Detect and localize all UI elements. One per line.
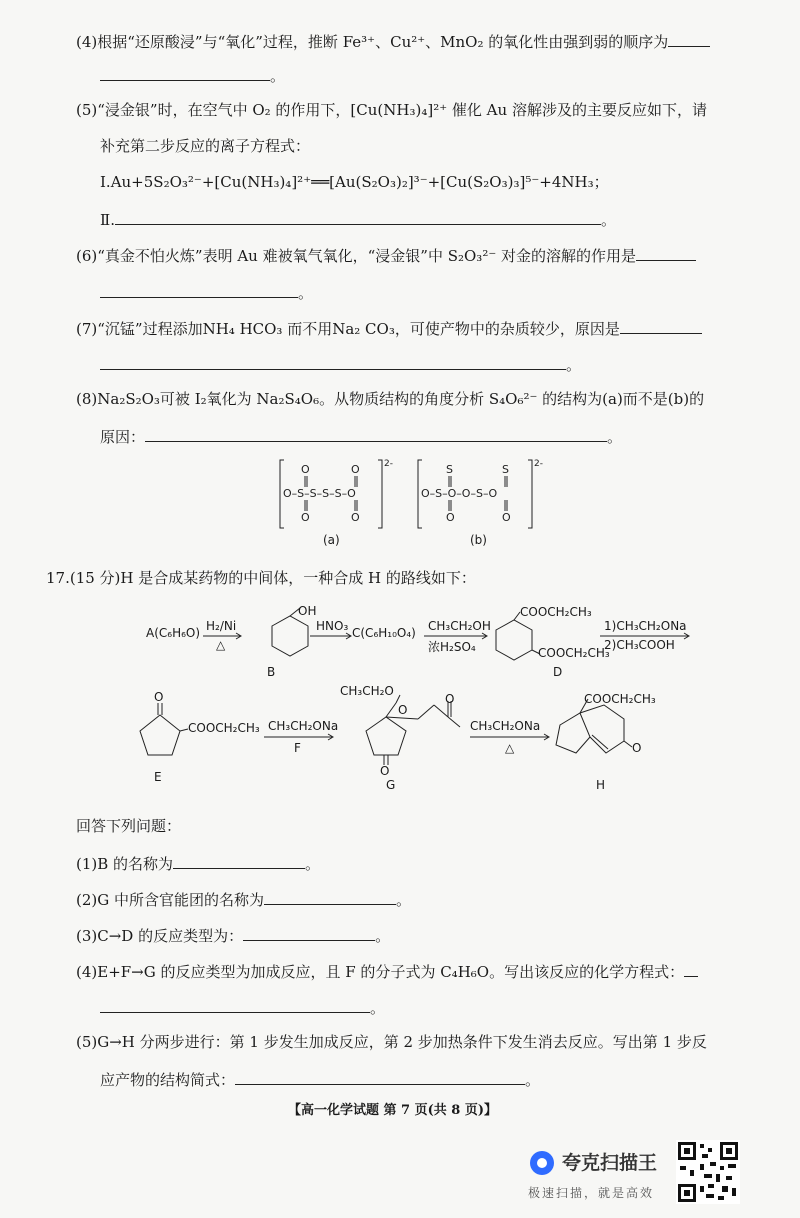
compound-g-oxo2: O <box>445 692 455 706</box>
q16-part4-line1 <box>76 30 710 52</box>
q16-part5-line1: (5)“浸金银”时，在空气中 O₂ 的作用下，[Cu(NH₃)₄]²⁺ 催化 Au 溶解涉及的主要反应如下，请 <box>76 101 707 119</box>
figure-label-b: (b) <box>470 533 487 547</box>
q16-part6-line1: (6)“真金不怕火炼”表明 Au 难被氧气氧化，“浸金银”中 S₂O₃²⁻ 对金的溶解的作用是 <box>76 244 696 266</box>
step1-condition: △ <box>216 638 226 652</box>
q17-part5-line1: (5)G→H 分两步进行：第 1 步发生加成反应，第 2 步加热条件下发生消去反应。写出第 1 步反 <box>76 1033 707 1051</box>
scheme-row1-drawings <box>0 600 800 690</box>
q17-intro: 回答下列问题： <box>76 817 182 835</box>
step4-reagent: 1)CH₃CH₂ONa <box>604 619 687 633</box>
answer-blank[interactable] <box>100 64 270 81</box>
scanner-logo-icon <box>528 1149 556 1177</box>
q17-part5-line2: 应产物的结构简式： 。 <box>100 1068 540 1090</box>
compound-d-label: D <box>553 665 563 679</box>
q16-part8-line1: (8)Na₂S₂O₃可被 I₂氧化为 Na₂S₄O₆。从物质结构的角度分析 S₄O₆²⁻ 的结构为(a)而不是(b)的 <box>76 390 705 408</box>
compound-b-label: B <box>267 665 276 679</box>
answer-blank[interactable] <box>620 317 702 334</box>
step6-condition: △ <box>505 741 515 755</box>
answer-blank[interactable] <box>684 960 698 977</box>
svg-text:2-: 2- <box>384 459 393 469</box>
step1-reagent: H₂/Ni <box>206 619 237 633</box>
scanner-brand-name: 夸克扫描王 <box>562 1152 658 1174</box>
step3-condition: 浓H₂SO₄ <box>428 640 476 654</box>
qr-code-icon <box>676 1140 740 1204</box>
answer-blank[interactable] <box>243 924 375 941</box>
q16-part5-eq1: Ⅰ.Au+5S₂O₃²⁻+[Cu(NH₃)₄]²⁺══[Au(S₂O₃)₂]³⁻+[Cu(S₂O₃)₃]⁵⁻+4NH₃； <box>100 173 609 191</box>
compound-d-sub2: COOCH₂CH₃ <box>538 646 610 660</box>
svg-text:O–S–O–O–S–O: O–S–O–O–S–O <box>421 487 498 500</box>
svg-text:O: O <box>351 463 360 476</box>
step2-reagent: HNO₃ <box>316 619 349 633</box>
compound-e-sub: COOCH₂CH₃ <box>188 721 260 735</box>
q16-part7-line1: (7)“沉锰”过程添加NH₄ HCO₃ 而不用Na₂ CO₃，可使产物中的杂质较少，原因是 <box>76 317 702 339</box>
svg-text:O–S–S–S–S–O: O–S–S–S–S–O <box>283 487 356 500</box>
figure-label-a: (a) <box>323 533 340 547</box>
svg-text:O: O <box>301 511 310 524</box>
answer-blank[interactable] <box>264 888 396 905</box>
svg-text:S: S <box>446 463 453 476</box>
q17-part2: (2)G 中所含官能团的名称为 。 <box>76 888 411 910</box>
scanner-slogan: 极速扫描，就是高效 <box>528 1186 655 1200</box>
q17-part3: (3)C→D 的反应类型为： 。 <box>76 924 390 946</box>
compound-g-ester: CH₃CH₂O <box>340 684 394 698</box>
svg-text:O: O <box>351 511 360 524</box>
step4-condition: 2)CH₃COOH <box>604 638 675 652</box>
answer-blank[interactable] <box>235 1068 525 1085</box>
compound-h-sub: COOCH₂CH₃ <box>584 692 656 706</box>
svg-text:O: O <box>446 511 455 524</box>
svg-text:S: S <box>502 463 509 476</box>
q17-part4-line2: 。 <box>100 996 385 1018</box>
compound-d-sub1: COOCH₂CH₃ <box>520 605 592 619</box>
q17-title: 17.(15 分)H 是合成某药物的中间体，一种合成 H 的路线如下： <box>46 569 476 587</box>
answer-blank[interactable] <box>636 244 696 261</box>
step6-reagent: CH₃CH₂ONa <box>470 719 541 733</box>
q16-part4-line2: 。 <box>100 64 285 86</box>
scheme-row2-drawings <box>0 685 800 795</box>
compound-g-oxo3: O <box>380 764 390 778</box>
compound-c: C(C₆H₁₀O₄) <box>352 626 416 640</box>
answer-blank[interactable] <box>100 281 298 298</box>
compound-g-oxo1: O <box>398 703 408 717</box>
page-footer: 【高一化学试题 第 7 页(共 8 页)】 <box>288 1103 498 1118</box>
svg-text:2-: 2- <box>534 459 543 469</box>
answer-blank[interactable] <box>115 208 601 225</box>
compound-b-oh: OH <box>298 604 317 618</box>
q17-part1: (1)B 的名称为 。 <box>76 852 320 874</box>
s4o6-structures-figure <box>270 452 560 552</box>
svg-text:O: O <box>502 511 511 524</box>
step5-reactant: F <box>294 741 301 755</box>
q16-part8-line2: 原因： 。 <box>100 425 622 447</box>
compound-h-oxo: O <box>632 741 642 755</box>
answer-blank[interactable] <box>145 425 607 442</box>
answer-blank[interactable] <box>100 996 370 1013</box>
compound-a: A(C₆H₆O) <box>146 626 201 640</box>
q16-part4-text: (4)根据“还原酸浸”与“氧化”过程，推断 Fe³⁺、Cu²⁺、MnO₂ 的氧化性由强到弱的顺序为 <box>76 33 669 51</box>
q16-part6-line2: 。 <box>100 281 313 303</box>
compound-e-oxo: O <box>154 690 164 704</box>
q16-part5-line2: 补充第二步反应的离子方程式： <box>100 137 311 155</box>
q16-part5-eq2: Ⅱ. 。 <box>100 208 616 230</box>
q16-part7-line2: 。 <box>100 353 581 375</box>
answer-blank[interactable] <box>100 353 566 370</box>
q17-part4-line1: (4)E+F→G 的反应类型为加成反应，且 F 的分子式为 C₄H₆O。写出该反应的化学方程式： <box>76 960 698 982</box>
answer-blank[interactable] <box>668 30 710 47</box>
compound-h-label: H <box>596 778 606 792</box>
step3-reagent: CH₃CH₂OH <box>428 619 491 633</box>
compound-g-label: G <box>386 778 396 792</box>
svg-text:O: O <box>301 463 310 476</box>
compound-e-label: E <box>154 770 162 784</box>
answer-blank[interactable] <box>173 852 305 869</box>
step5-reagent: CH₃CH₂ONa <box>268 719 339 733</box>
